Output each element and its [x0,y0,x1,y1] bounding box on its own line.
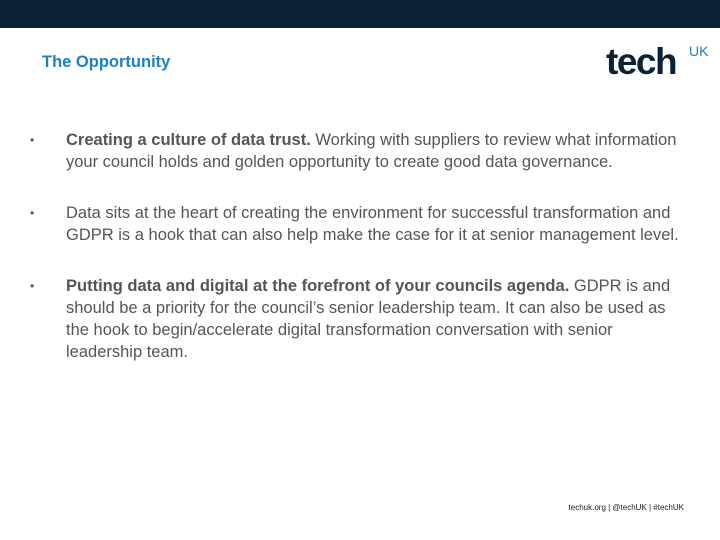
bullet-item [30,202,690,246]
bullet-marker: • [30,206,35,220]
bullet-item [30,275,690,363]
bullet-marker: • [30,279,35,293]
bullet-text [66,131,676,171]
top-bar [0,0,720,28]
bullet-body: Data sits at the heart of creating the environment for successful transformation and GDPR is a hook that can also help make the case for it at senior management level. [66,204,679,244]
bullet-marker: • [30,133,35,147]
bullet-body: GDPR is and should be a priority for the council’s senior leadership team. It can also be used as the hook to begin/accelerate digital transformation conversation with senior leadership team. [66,277,671,361]
bullet-text [66,277,670,361]
footer-links: techuk.org | @techUK | #techUK [568,503,684,512]
bullet-list [30,129,690,392]
slide-title: The Opportunity [42,53,171,71]
logo-suffix-text: UK [689,43,709,59]
bullet-bold-lead: Putting data and digital at the forefront of your councils agenda. [66,277,570,295]
bullet-item [30,129,690,173]
bullet-bold-lead: Creating a culture of data trust. [66,131,311,149]
techuk-logo [606,40,712,84]
logo-main-text: tech [606,41,677,82]
bullet-text [66,204,679,244]
bullet-body: Working with suppliers to review what information your council holds and golden opportunity to create good data governance. [66,131,677,171]
